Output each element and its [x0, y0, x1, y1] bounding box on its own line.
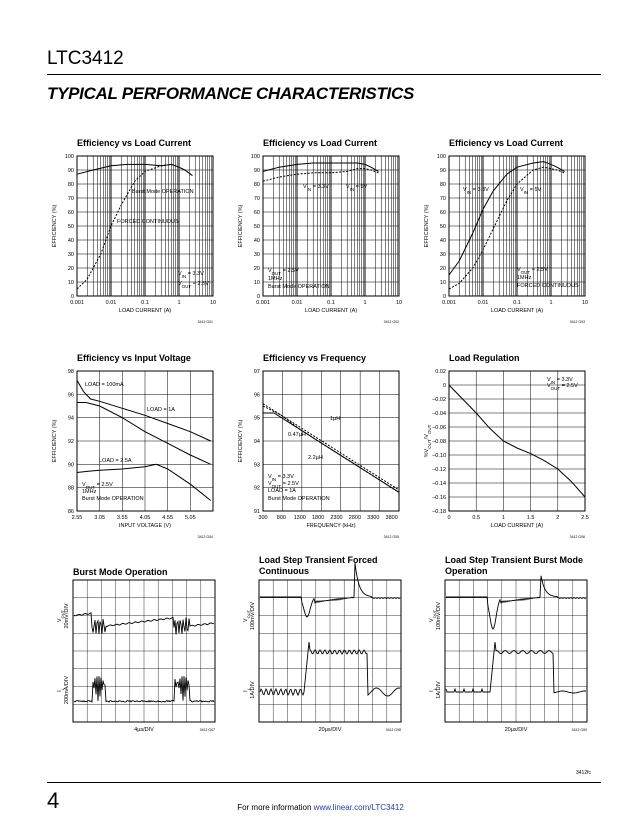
y-tick-label: –0.12 — [432, 467, 446, 473]
y-axis-label: EFFICIENCY (%) — [424, 204, 430, 248]
y-tick-label: –0.18 — [432, 509, 446, 515]
y-tick-label: 30 — [67, 252, 74, 258]
y-tick-label: –0.02 — [432, 397, 446, 403]
y-tick-label: –0.04 — [432, 411, 446, 417]
annotation-label: $V_{IN} = 3.3V$ — [463, 187, 489, 195]
y-tick-label: 30 — [253, 252, 260, 258]
footer-link[interactable]: www.linear.com/LTC3412 — [313, 803, 404, 812]
x-tick-label: 10 — [581, 300, 589, 306]
annotation-label: 1MHz — [268, 276, 283, 282]
y-tick-label: 0 — [442, 294, 446, 300]
y-tick-label: 95 — [253, 415, 260, 422]
il-channel-label: $I_L200mA$/DIV — [57, 675, 70, 705]
load-step-burst-scope — [419, 553, 589, 763]
chart-title: Efficiency vs Load Current — [77, 138, 192, 148]
y-tick-label: 80 — [67, 182, 74, 188]
y-tick-label: 20 — [67, 266, 74, 272]
series-line — [77, 380, 211, 441]
load-regulation-chart — [419, 350, 589, 560]
figure-number: 3412 G06 — [569, 535, 585, 539]
x-tick-label: 0.01 — [477, 300, 489, 306]
figure-number: 3412 G07 — [199, 728, 215, 732]
x-tick-label: 0.01 — [291, 300, 303, 306]
y-tick-label: 100 — [250, 154, 260, 160]
header-rule — [47, 74, 601, 75]
y-tick-label: 60 — [253, 210, 260, 216]
efficiency-vs-load-current-chart-2 — [233, 135, 403, 345]
x-tick-label: 5.05 — [184, 515, 196, 521]
x-tick-label: 1800 — [312, 515, 325, 521]
chart-title: Efficiency vs Frequency — [263, 353, 367, 363]
x-axis-label: LOAD CURRENT (A) — [118, 308, 172, 314]
chart-title: Load Step Transient Burst Mode Operation — [445, 555, 584, 576]
footer-more-info — [0, 803, 641, 812]
series-line — [77, 403, 211, 465]
x-tick-label: 3.05 — [94, 515, 106, 521]
annotation-label: $V_{IN} = 3.3V$ — [547, 377, 573, 385]
x-axis-label: LOAD CURRENT (A) — [490, 523, 544, 529]
y-tick-label: 94 — [67, 415, 74, 422]
y-axis-label: $\%V_{OUT}/V_{OUT}$ — [424, 424, 432, 458]
y-tick-label: 10 — [439, 280, 446, 286]
y-tick-label: 96 — [253, 392, 260, 399]
x-tick-label: 10 — [209, 300, 217, 306]
y-tick-label: –0.10 — [432, 453, 446, 459]
chart-title: Efficiency vs Load Current — [263, 138, 378, 148]
y-tick-label: 88 — [67, 485, 74, 492]
x-tick-label: 10 — [395, 300, 403, 306]
section-title: TYPICAL PERFORMANCE CHARACTERISTICS — [47, 84, 414, 103]
x-tick-label: 0.1 — [513, 300, 521, 306]
y-tick-label: 100 — [64, 154, 74, 160]
x-tick-label: 0.1 — [141, 300, 149, 306]
y-tick-label: 50 — [67, 224, 74, 230]
figure-number: 3412 G03 — [569, 320, 585, 324]
x-tick-label: 0.001 — [70, 300, 84, 306]
x-tick-label: 3.55 — [116, 515, 128, 521]
grid — [263, 156, 399, 296]
y-tick-label: –0.06 — [432, 425, 446, 431]
chart-title: Burst Mode Operation — [73, 567, 168, 577]
annotation-label: FORCED CONTINUOUS — [517, 283, 579, 289]
y-tick-label: 92 — [253, 485, 260, 492]
chart-title: Load Regulation — [449, 353, 520, 363]
annotation-label: 1MHz — [517, 275, 532, 281]
y-tick-label: 80 — [253, 182, 260, 188]
x-tick-label: 1300 — [293, 515, 306, 521]
x-tick-label: 4.05 — [139, 515, 151, 521]
y-tick-label: 97 — [253, 369, 260, 375]
y-tick-label: 80 — [439, 182, 446, 188]
x-axis-label: INPUT VOLTAGE (V) — [119, 523, 171, 529]
y-tick-label: 96 — [67, 392, 74, 399]
x-tick-label: 2 — [556, 515, 560, 521]
x-tick-label: 0.001 — [256, 300, 270, 306]
x-tick-label: 1 — [501, 515, 505, 521]
burst-mode-scope — [47, 553, 217, 763]
x-tick-label: 1 — [363, 300, 367, 306]
y-tick-label: 40 — [439, 238, 446, 244]
annotation-label: $V_{IN} = 3.3V$ — [303, 184, 329, 192]
figure-number: 3412 G09 — [571, 728, 587, 732]
figure-number: 3412 G05 — [383, 535, 399, 539]
figure-number: 3412 G01 — [197, 320, 213, 324]
y-tick-label: –0.16 — [432, 495, 446, 501]
y-tick-label: 92 — [67, 439, 74, 445]
y-tick-label: 90 — [253, 168, 260, 174]
annotation-label: 0.47µH — [288, 432, 306, 438]
x-tick-label: 0.1 — [327, 300, 335, 306]
efficiency-vs-frequency-chart — [233, 350, 403, 560]
annotation-label: 1MHz — [82, 489, 97, 495]
document-number: 3412fc — [576, 770, 592, 776]
page-number: 4 — [47, 788, 60, 813]
annotation-label: $V_{OUT} = 2.5V$ — [268, 268, 299, 276]
y-tick-label: 40 — [67, 238, 74, 244]
timebase-label: 4µs/DIV — [134, 727, 154, 733]
timebase-label: 20µs/DIV — [504, 727, 528, 733]
y-tick-label: 60 — [67, 210, 74, 216]
y-tick-label: 20 — [439, 266, 446, 272]
grid — [77, 371, 213, 511]
x-axis-label: LOAD CURRENT (A) — [304, 308, 358, 314]
annotation-label: 2.2µH — [308, 455, 323, 461]
annotation-label: $V_{OUT} = 2.5V$ — [82, 482, 113, 490]
part-number: LTC3412 — [47, 48, 124, 69]
y-tick-label: 40 — [253, 238, 260, 244]
x-tick-label: 800 — [276, 515, 286, 521]
x-tick-label: 2.5 — [581, 515, 589, 521]
y-tick-label: 94 — [253, 439, 260, 445]
footer-rule — [47, 782, 601, 783]
il-channel-label: $I_L1A$/DIV — [243, 681, 256, 699]
annotation-label: LOAD = 1A — [147, 407, 175, 413]
figure-number: 3412 G04 — [197, 535, 213, 539]
annotation-label: $V_{OUT} = 2.5V$ — [178, 281, 209, 289]
y-tick-label: 70 — [253, 196, 260, 202]
annotation-label: Burst Mode OPERATION — [82, 496, 144, 502]
x-tick-label: 1 — [549, 300, 553, 306]
x-tick-label: 3300 — [367, 515, 380, 521]
annotation-label: LOAD = 100mA — [85, 382, 124, 388]
annotation-label: 1µH — [330, 416, 341, 422]
vout-channel-label: $V_{OUT}100mV$/DIV — [243, 601, 256, 631]
y-tick-label: 0 — [442, 383, 446, 389]
x-tick-label: 0 — [447, 515, 451, 521]
annotation-label: $V_{IN} = 5V$ — [346, 184, 368, 192]
efficiency-vs-load-current-chart-1 — [47, 135, 217, 345]
annotation-label: $V_{OUT} = 2.5V$ — [268, 481, 299, 489]
x-tick-label: 0.01 — [105, 300, 117, 306]
chart-title: Load Step Transient Forced Continuous — [259, 555, 378, 576]
figure-number: 3412 G08 — [385, 728, 401, 732]
vout-channel-label: $V_{OUT}100mV$/DIV — [429, 601, 442, 631]
annotation-label: Burst Mode OPERATION — [268, 284, 330, 290]
x-axis-label: LOAD CURRENT (A) — [490, 308, 544, 314]
annotation-label: Burst Mode OPERATION — [132, 189, 194, 195]
y-tick-label: 0 — [70, 294, 74, 300]
footer-more-info-text: For more information — [237, 803, 312, 812]
x-tick-label: 1.5 — [526, 515, 535, 521]
vout-channel-label: $V_{OUT}20mV$/DIV — [57, 603, 70, 629]
x-tick-label: 0.001 — [442, 300, 456, 306]
annotation-label: $V_{OUT} = 2.5V$ — [517, 267, 548, 275]
annotation-label: Burst Mode OPERATION — [268, 496, 330, 502]
y-tick-label: 100 — [436, 154, 446, 160]
annotation-label: LOAD = 2.5A — [99, 458, 132, 464]
x-tick-label: 3800 — [385, 515, 398, 521]
y-tick-label: 60 — [439, 210, 446, 216]
y-tick-label: 70 — [439, 196, 446, 202]
annotation-label: $V_{OUT} = 2.5V$ — [547, 383, 578, 391]
y-tick-label: 0 — [256, 294, 260, 300]
x-tick-label: 2800 — [348, 515, 362, 521]
y-tick-label: –0.14 — [432, 481, 446, 487]
annotation-label: LOAD = 1A — [268, 488, 296, 494]
efficiency-vs-load-current-chart-3 — [419, 135, 589, 345]
scope-grid — [445, 580, 587, 722]
figure-number: 3412 G02 — [383, 320, 399, 324]
chart-title: Efficiency vs Input Voltage — [77, 353, 191, 363]
y-tick-label: 50 — [253, 224, 260, 230]
y-tick-label: 50 — [439, 224, 446, 230]
x-tick-label: 1 — [177, 300, 181, 306]
annotation-label: $V_{IN} = 3.3V$ — [268, 474, 294, 482]
y-tick-label: 91 — [253, 509, 260, 515]
y-tick-label: –0.08 — [432, 439, 446, 445]
il-channel-label: $I_L1A$/DIV — [429, 681, 442, 699]
y-axis-label: EFFICIENCY (%) — [52, 204, 58, 248]
y-tick-label: 90 — [439, 168, 446, 174]
x-tick-label: 300 — [258, 515, 268, 521]
annotation-label: FORCED CONTINUOUS — [117, 219, 179, 225]
y-tick-label: 0.02 — [435, 369, 446, 375]
y-tick-label: 20 — [253, 266, 260, 272]
y-tick-label: 30 — [439, 252, 446, 258]
grid — [449, 371, 585, 511]
annotation-label: $V_{IN} = 3.3V$ — [178, 271, 204, 279]
y-tick-label: 90 — [67, 168, 74, 174]
y-axis-label: EFFICIENCY (%) — [238, 204, 244, 248]
y-tick-label: 93 — [253, 462, 260, 469]
efficiency-vs-input-voltage-chart — [47, 350, 217, 560]
y-tick-label: 70 — [67, 196, 74, 202]
x-tick-label: 4.55 — [162, 515, 174, 521]
y-tick-label: 10 — [67, 280, 74, 286]
chart-title: Efficiency vs Load Current — [449, 138, 564, 148]
y-axis-label: EFFICIENCY (%) — [238, 419, 244, 463]
timebase-label: 20µs/DIV — [318, 727, 342, 733]
y-tick-label: 10 — [253, 280, 260, 286]
x-tick-label: 2.55 — [71, 515, 83, 521]
load-step-forced-scope — [233, 553, 403, 763]
y-tick-label: 98 — [67, 369, 74, 375]
y-axis-label: EFFICIENCY (%) — [52, 419, 58, 463]
x-tick-label: 0.5 — [472, 515, 481, 521]
annotation-label: $V_{IN} = 5V$ — [520, 187, 542, 195]
x-axis-label: FREQUENCY (kHz) — [306, 523, 356, 529]
x-tick-label: 2300 — [330, 515, 343, 521]
y-tick-label: 90 — [67, 462, 74, 469]
y-tick-label: 86 — [67, 509, 74, 515]
